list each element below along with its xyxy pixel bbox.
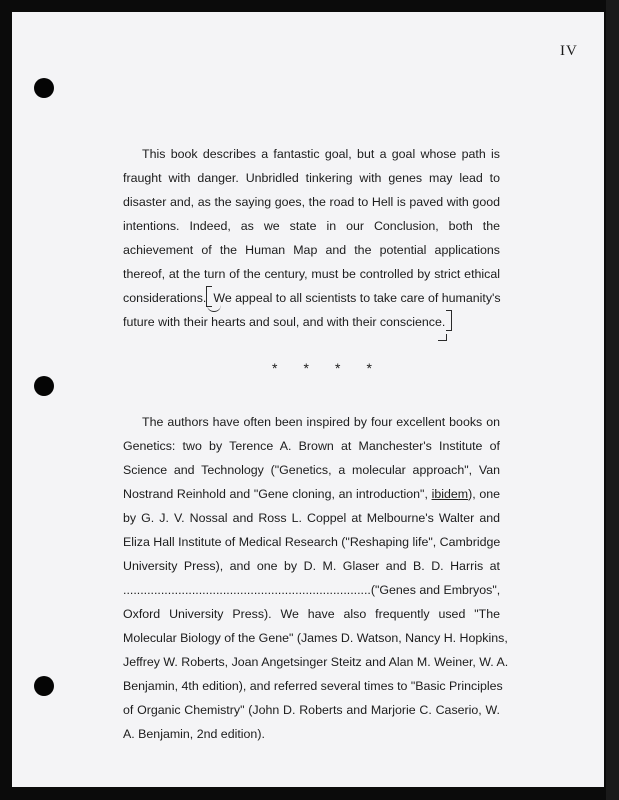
- section-separator: [272, 360, 372, 376]
- paragraph-line: intentions. Indeed, as we state in our Conclusion, both the: [123, 219, 500, 233]
- paragraph-line-ibidem: [123, 482, 500, 506]
- paragraph-intro: [123, 142, 500, 334]
- paragraph-line-bracketed-start: [123, 286, 500, 310]
- handwritten-bracket-tail: [438, 334, 447, 341]
- handwritten-bracket-close: [446, 310, 452, 331]
- paragraph-line: Benjamin, 4th edition), and referred several times to "Basic Principles: [123, 679, 503, 693]
- separator-asterisk: *: [366, 360, 372, 376]
- paragraph-line: fraught with danger. Unbridled tinkering with genes may lead to: [123, 171, 500, 185]
- binder-hole-top: [34, 78, 54, 98]
- line-text: ), one: [468, 487, 500, 501]
- paragraph-line: Science and Technology ("Genetics, a molecular approach", Van: [123, 463, 500, 477]
- binder-hole-bottom: [34, 676, 54, 696]
- paragraph-line: Jeffrey W. Roberts, Joan Angetsinger Steitz and Alan M. Weiner, W. A.: [123, 655, 509, 669]
- scanner-frame-edge: [606, 0, 619, 800]
- page-number: IV: [560, 43, 578, 59]
- paragraph-line: achievement of the Human Map and the potential applications: [123, 243, 500, 257]
- paragraph-line: Oxford University Press). We have also frequently used "The: [123, 607, 500, 621]
- separator-asterisk: *: [335, 360, 341, 376]
- paragraph-line-dotted: ........................................................................("Genes and Embryos",: [123, 583, 501, 597]
- paragraph-line: University Press), and one by D. M. Glaser and B. D. Harris at: [123, 559, 500, 573]
- bracketed-text-start: We appeal to all scientists to take care of humanity's: [213, 291, 501, 305]
- separator-asterisk: *: [303, 360, 309, 376]
- paragraph-line: Genetics: two by Terence A. Brown at Manchester's Institute of: [123, 439, 500, 453]
- paragraph-line: A. Benjamin, 2nd edition).: [123, 727, 265, 741]
- line-text: Nostrand Reinhold and "Gene cloning, an introduction",: [123, 487, 428, 501]
- paragraph-line-bracketed-end: [123, 310, 500, 334]
- considerations-text: considerations.: [123, 291, 207, 305]
- paragraph-line: Eliza Hall Institute of Medical Research ("Reshaping life", Cambridge: [123, 535, 501, 549]
- document-page: [12, 12, 604, 787]
- paragraph-line: Molecular Biology of the Gene" (James D. Watson, Nancy H. Hopkins,: [123, 631, 508, 645]
- binder-hole-middle: [34, 376, 54, 396]
- paragraph-line: The authors have often been inspired by four excellent books on: [142, 415, 500, 429]
- handwritten-bracket-open: [206, 286, 212, 307]
- bracketed-text-end: future with their hearts and soul, and with their conscience.: [123, 315, 446, 329]
- paragraph-line: by G. J. V. Nossal and Ross L. Coppel at Melbourne's Walter and: [123, 511, 500, 525]
- separator-asterisk: *: [272, 360, 278, 376]
- paragraph-references: [123, 410, 509, 746]
- paragraph-line: disaster and, as the saying goes, the road to Hell is paved with good: [123, 195, 500, 209]
- ibidem-underlined: ibidem: [431, 487, 469, 501]
- paragraph-line: thereof, at the turn of the century, must be controlled by strict ethical: [123, 267, 500, 281]
- paragraph-line: This book describes a fantastic goal, but a goal whose path is: [142, 147, 500, 161]
- paragraph-line: of Organic Chemistry" (John D. Roberts and Marjorie C. Caserio, W.: [123, 703, 500, 717]
